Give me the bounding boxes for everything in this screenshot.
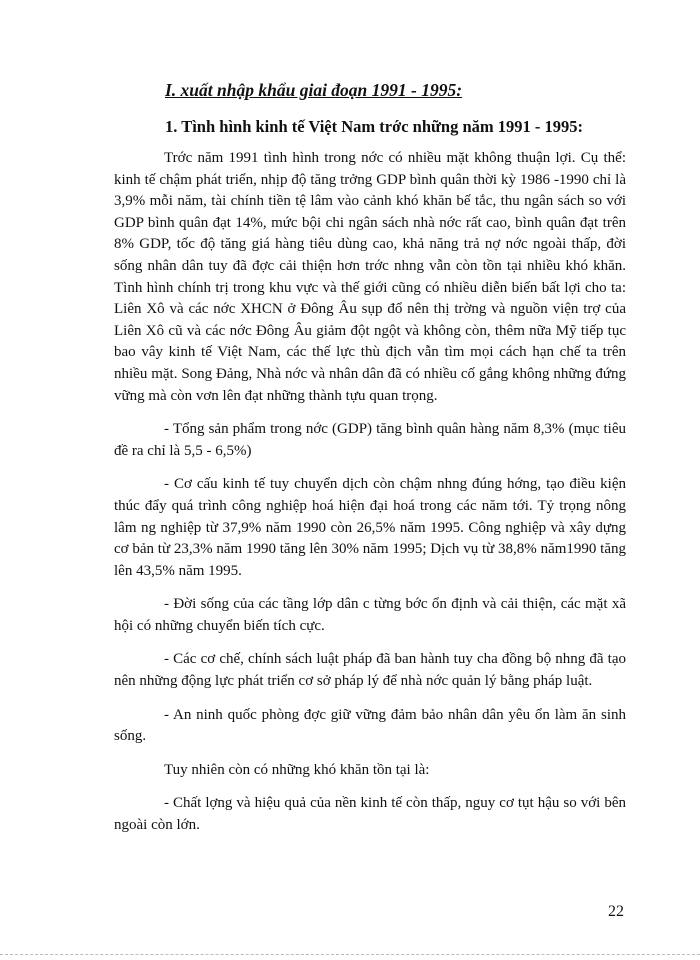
paragraph-difficulties-intro: Tuy nhiên còn có những khó khăn tồn tại là: [164, 761, 430, 778]
paragraph-policies: - Các cơ chế, chính sách luật pháp đã ban hành tuy cha đồng bộ nhng đã tạo nên những động lực phát triển cơ sở pháp lý để nhà nớc quản lý bằng pháp luật. [114, 651, 626, 690]
paragraph-economic-situation: Trớc năm 1991 tình hình trong nớc có nhiều mặt không thuận lợi. Cụ thể: kinh tế chậm phát triển, nhịp độ tăng trởng GDP bình quân thời kỳ 1986 -1990 chỉ là 3,9% mỗi năm, tài chính tiền tệ lâm vào cảnh khó khăn bế tắc, thu ngân sách so với GDP bình quân đạt 14%, mức bội chi ngân sách nhà nớc rất cao, bình quân đạt trên 8% GDP, tốc độ tăng giá hàng tiêu dùng cao, khả năng trả nợ nớc ngoài thấp, đời sống nhân dân tuy đã đợc cải thiện hơn trớc nhng vẫn còn tồn tại nhiều khó khăn. Tình hình chính trị trong khu vực và thế giới cũng có nhiều diễn biến bất lợi cho ta: Liên Xô và các nớc XHCN ở Đông Âu sụp đổ nên thị trờng và nguồn viện trợ của Liên Xô cũ và các nớc Đông Âu giảm đột ngột và không còn, thêm nữa Mỹ tiếp tục bao vây kinh tế Việt Nam, các thế lực thù địch vẫn tìm mọi cách hạn chế ta trên nhiều mặt. Song Đảng, Nhà nớc và nhân dân đã có nhiều cố gắng không những đứng vững mà còn vơn lên đạt những thành tựu quan trọng. [114, 150, 626, 404]
paragraph-quality-efficiency: - Chất lợng và hiệu quả của nền kinh tế còn thấp, nguy cơ tụt hậu so với bên ngoài còn lớn. [114, 795, 626, 834]
page-number: 22 [608, 903, 624, 920]
section-title: I. xuất nhập khẩu giai đoạn 1991 - 1995: [165, 80, 463, 100]
paragraph-security: - An ninh quốc phòng đợc giữ vững đảm bảo nhân dân yêu ổn làm ăn sinh sống. [114, 706, 626, 745]
subsection-title: 1. Tình hình kinh tế Việt Nam trớc những năm 1991 - 1995: [165, 117, 584, 136]
paragraph-living-standards: - Đời sống của các tầng lớp dân c từng bớc ổn định và cải thiện, các mặt xã hội có những chuyển biến tích cực. [114, 596, 626, 634]
paragraph-economic-structure: - Cơ cấu kinh tế tuy chuyển dịch còn chậm nhng đúng hớng, tạo điều kiện thúc đẩy quá trình công nghiệp hoá hiện đại hoá trong các năm tới. Tỷ trọng nông lâm ng nghiệp từ 37,9% năm 1990 còn 26,5% năm 1995. Công nghiệp và xây dựng cơ bản từ 23,3% năm 1990 tăng lên 30% năm 1995; Dịch vụ từ 38,8% năm1990 tăng lên 43,5% năm 1995. [114, 476, 626, 579]
footer-divider [0, 954, 700, 955]
document-body [114, 148, 626, 849]
paragraph-gdp-growth: - Tổng sản phẩm trong nớc (GDP) tăng bình quân hàng năm 8,3% (mục tiêu đề ra chỉ là 5,5 - 6,5%) [114, 421, 626, 459]
